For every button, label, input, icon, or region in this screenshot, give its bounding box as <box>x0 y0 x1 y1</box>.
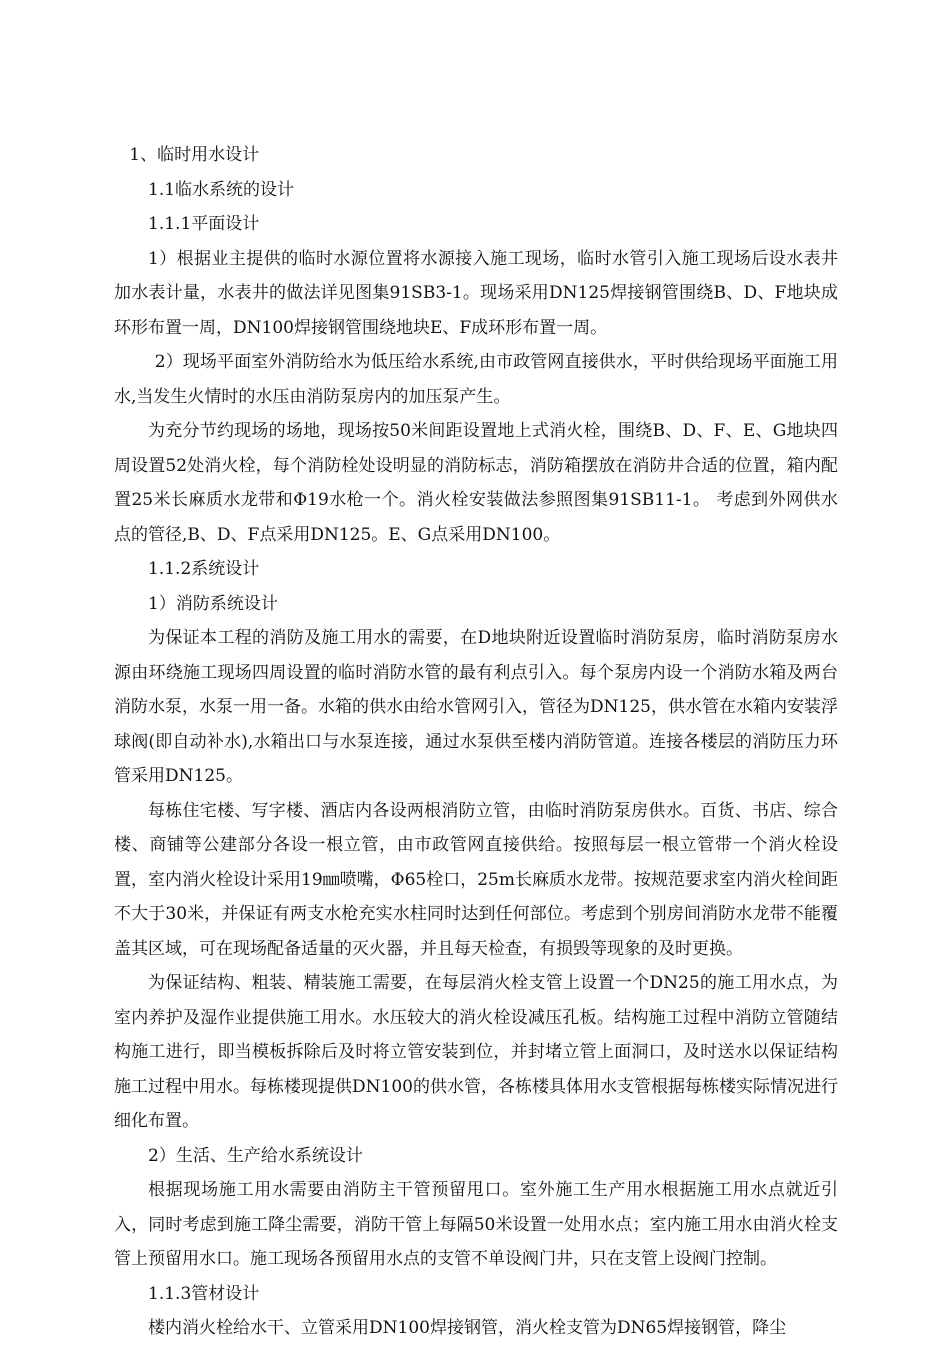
paragraph-construction-water-points: 为保证结构、粗装、精装施工需要，在每层消火栓支管上设置一个DN25的施工用水点，为室内养护及湿作业提供施工用水。水压较大的消火栓设减压孔板。结构施工过程中消防立管随结构施工进行，即当模板拆除后及时将立管安装到位，并封堵立管上面洞口，及时送水以保证结构施工过程中用水。每栋楼现提供DN100的供水管，各栋楼具体用水支管根据每栋楼实际情况进行细化布置。 <box>114 973 838 1131</box>
heading-section-1-1-3: 1.1.3管材设计 <box>148 1283 260 1304</box>
paragraph-domestic-supply: 根据现场施工用水需要由消防主干管预留甩口。室外施工生产用水根据施工用水点就近引入，同时考虑到施工降尘需要，消防干管上每隔50米设置一处用水点；室内施工用水由消火栓支管上预留用水口。施工现场各预留用水点的支管不单设阀门井，只在支管上设阀门控制。 <box>114 1180 838 1269</box>
subheading-fire-system: 1）消防系统设计 <box>148 593 278 614</box>
paragraph-fire-pump-room: 为保证本工程的消防及施工用水的需要，在D地块附近设置临时消防泵房，临时消防泵房水源由环绕施工现场四周设置的临时消防水管的最有利点引入。每个泵房内设一个消防水箱及两台消防水泵，水泵一用一备。水箱的供水由给水管网引入，管径为DN125，供水管在水箱内安装浮球阀(即自动补水),水箱出口与水泵连接，通过水泵供至楼内消防管道。连接各楼层的消防压力环管采用DN125。 <box>114 628 838 786</box>
document-body <box>114 138 838 1346</box>
heading-section-1-1-1: 1.1.1平面设计 <box>148 214 260 234</box>
heading-section-1-1: 1.1临水系统的设计 <box>148 179 295 200</box>
paragraph-fire-risers: 每栋住宅楼、写字楼、酒店内各设两根消防立管，由临时消防泵房供水。百货、书店、综合楼、商铺等公建部分各设一根立管，由市政管网直接供给。按照每层一根立管带一个消火栓设置，室内消火栓设计采用19㎜喷嘴，Φ65栓口，25m长麻质水龙带。按规范要求室内消火栓间距不大于30米，并保证有两支水枪充实水柱同时达到任何部位。考虑到个别房间消防水龙带不能覆盖其区域，可在现场配备适量的灭火器，并且每天检查，有损毁等现象的及时更换。 <box>114 800 838 959</box>
paragraph-outdoor-fire-supply: 2）现场平面室外消防给水为低压给水系统,由市政管网直接供水，平时供给现场平面施工用水,当发生火情时的水压由消防泵房内的加压泵产生。 <box>114 352 838 407</box>
subheading-domestic-supply: 2）生活、生产给水系统设计 <box>148 1145 363 1166</box>
paragraph-hydrant-layout: 为充分节约现场的场地，现场按50米间距设置地上式消火栓，围绕B、D、F、E、G地块四周设置52处消火栓，每个消防栓处设明显的消防标志，消防箱摆放在消防井合适的位置，箱内配置25米长麻质水龙带和Φ19水枪一个。消火栓安装做法参照图集91SB11-1。 考虑到外网供水点的管径,B、D、F点采用DN125。E、G点采用DN100。 <box>114 421 838 545</box>
paragraph-pipe-material: 楼内消火栓给水干、立管采用DN100焊接钢管，消火栓支管为DN65焊接钢管，降尘 <box>148 1318 787 1338</box>
paragraph-water-source: 1）根据业主提供的临时水源位置将水源接入施工现场，临时水管引入施工现场后设水表井加水表计量，水表井的做法详见图集91SB3-1。现场采用DN125焊接钢管围绕B、D、F地块成环形布置一周，DN100焊接钢管围绕地块E、F成环形布置一周。 <box>114 248 839 338</box>
heading-section-1: 1、临时用水设计 <box>129 145 260 165</box>
heading-section-1-1-2: 1.1.2系统设计 <box>148 559 260 579</box>
